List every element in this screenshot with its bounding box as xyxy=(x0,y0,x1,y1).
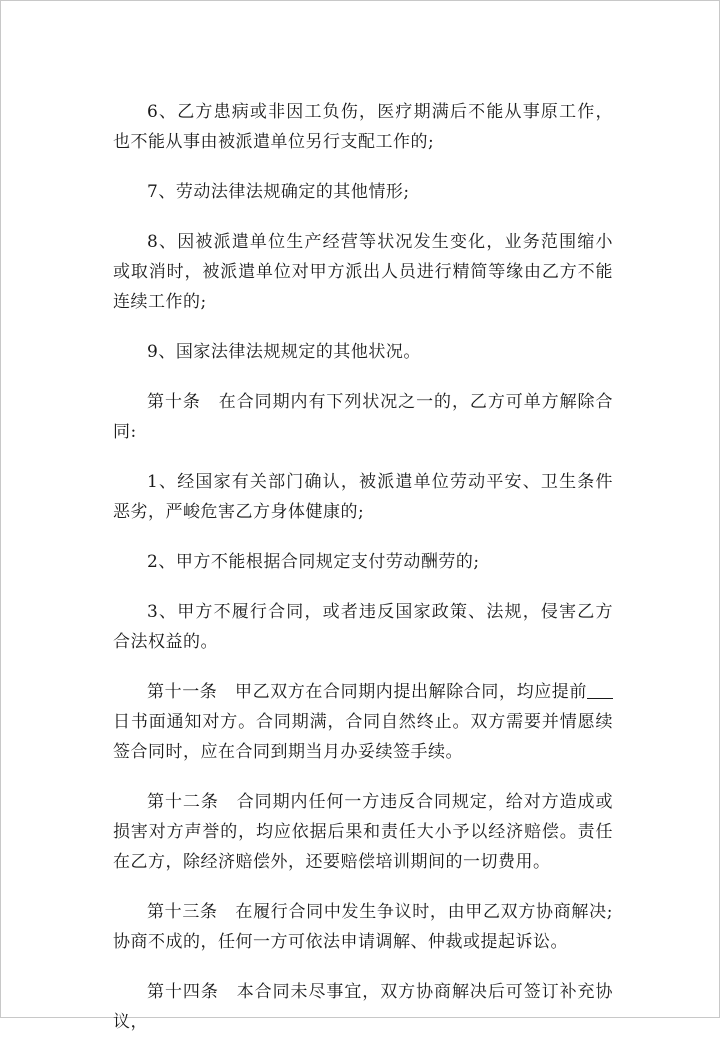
clause-10-item-3: 3、甲方不履行合同，或者违反国家政策、法规，侵害乙方合法权益的。 xyxy=(113,602,613,652)
document-body xyxy=(113,97,613,1057)
clause-11-text-before: 第十一条 甲乙双方在合同期内提出解除合同，均应提前 xyxy=(147,682,587,702)
paragraph-item-8: 8、因被派遣单位生产经营等状况发生变化，业务范围缩小或取消时，被派遣单位对甲方派出人员进行精简等缘由乙方不能连续工作的; xyxy=(113,232,613,312)
clause-11-text-after: 日书面通知对方。合同期满，合同自然终止。双方需要并情愿续签合同时，应在合同到期当月办妥续签手续。 xyxy=(113,712,613,762)
fill-in-blank xyxy=(587,680,613,699)
paragraph-item-7: 7、劳动法律法规确定的其他情形; xyxy=(147,182,410,202)
paragraph-item-9: 9、国家法律法规规定的其他状况。 xyxy=(147,342,421,362)
clause-10: 第十条 在合同期内有下列状况之一的，乙方可单方解除合同: xyxy=(113,392,613,442)
clause-10-item-1: 1、经国家有关部门确认，被派遣单位劳动平安、卫生条件恶劣，严峻危害乙方身体健康的; xyxy=(113,472,613,522)
clause-11 xyxy=(113,677,613,767)
paragraph-item-6: 6、乙方患病或非因工负伤，医疗期满后不能从事原工作，也不能从事由被派遣单位另行支配工作的; xyxy=(113,102,613,152)
clause-12: 第十二条 合同期内任何一方违反合同规定，给对方造成或损害对方声誉的，均应依据后果和责任大小予以经济赔偿。责任在乙方，除经济赔偿外，还要赔偿培训期间的一切费用。 xyxy=(113,792,613,872)
clause-10-item-2: 2、甲方不能根据合同规定支付劳动酬劳的; xyxy=(147,552,480,572)
clause-13: 第十三条 在履行合同中发生争议时，由甲乙双方协商解决;协商不成的，任何一方可依法申请调解、仲裁或提起诉讼。 xyxy=(113,902,613,952)
clause-14: 第十四条 本合同未尽事宜，双方协商解决后可签订补充协议， xyxy=(113,982,613,1032)
